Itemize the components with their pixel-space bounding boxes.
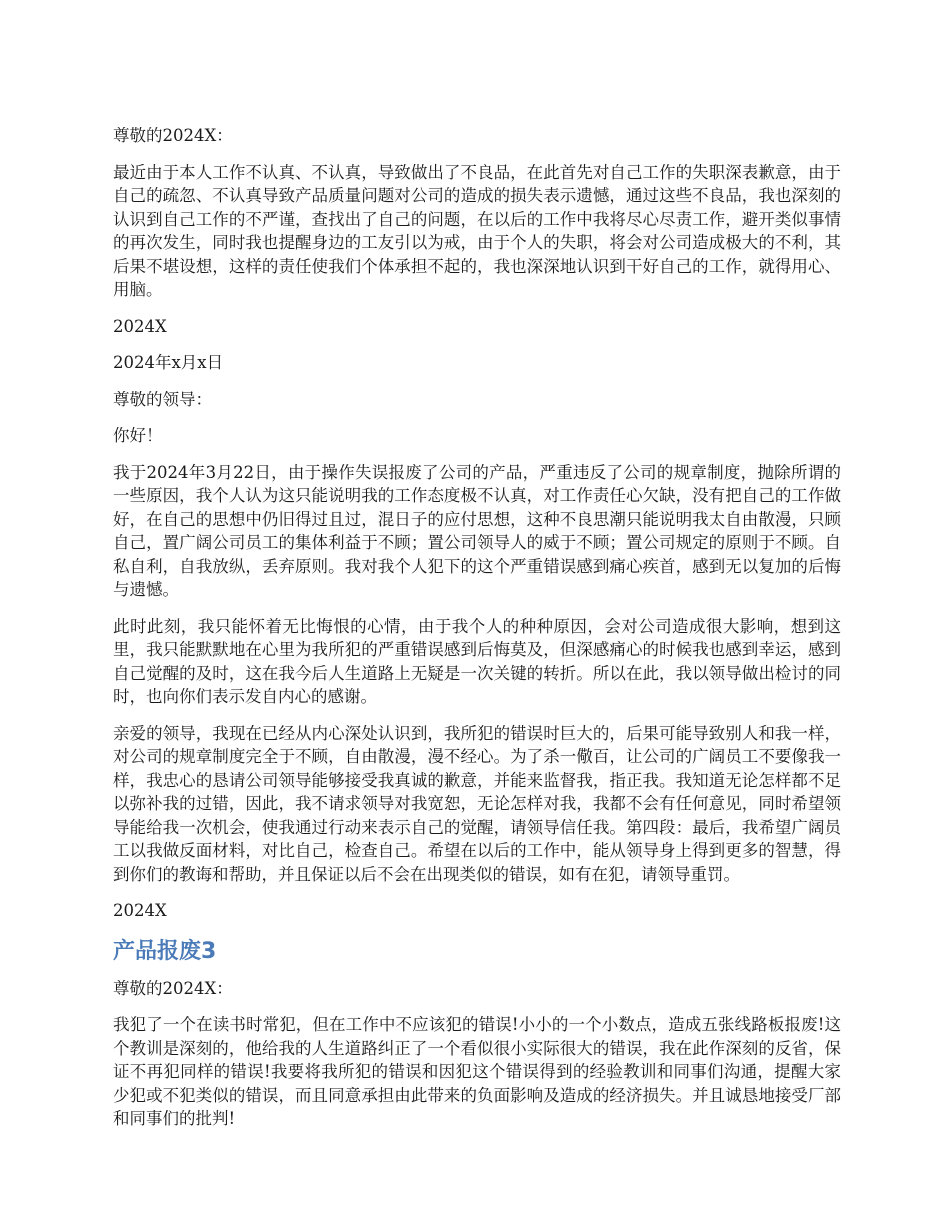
date-line: 2024年x月x日 [113, 353, 224, 372]
body-paragraph: 最近由于本人工作不认真、不认真，导致做出了不良品，在此首先对自己工作的失职深表歉意，由于自己的疏忽、不认真导致产品质量问题对公司的造成的损失表示遗憾，通过这些不良品，我也深刻的认识到自己工作的不严谨，查找出了自己的问题，在以后的工作中我将尽心尽责工作，避开类似事情的再次发生，同时我也提醒身边的工友引以为戒，由于个人的失职，将会对公司造成极大的不利，其后果不堪设想，这样的责任使我们个体承担不起的，我也深深地认识到干好自己的工作，就得用心、用脑。 [113, 162, 841, 299]
section-heading: 产品报废3 [113, 938, 217, 964]
signature: 2024X [113, 901, 167, 920]
greeting: 你好！ [113, 426, 163, 445]
body-paragraph: 此时此刻，我只能怀着无比悔恨的心情，由于我个人的种种原因，会对公司造成很大影响，想到这里，我只能默默地在心里为我所犯的严重错误感到后悔莫及，但深感痛心的时候我也感到幸运，感到自己觉醒的及时，这在我今后人生道路上无疑是一次关键的转折。所以在此，我以领导做出检讨的同时，也向你们表示发自内心的感谢。 [113, 616, 841, 706]
signature: 2024X [113, 316, 167, 336]
body-paragraph: 亲爱的领导，我现在已经从内心深处认识到，我所犯的错误时巨大的，后果可能导致别人和我一样，对公司的规章制度完全于不顾，自由散漫，漫不经心。为了杀一儆百，让公司的广阔员工不要像我一样，我忠心的恳请公司领导能够接受我真诚的歉意，并能来监督我，指正我。我知道无论怎样都不足以弥补我的过错，因此，我不请求领导对我宽恕，无论怎样对我，我都不会有任何意见，同时希望领导能给我一次机会，使我通过行动来表示自己的觉醒，请领导信任我。第四段：最后，我希望广阔员工以我做反面材料，对比自己，检查自己。希望在以后的工作中，能从领导身上得到更多的智慧，得到你们的教诲和帮助，并且保证以后不会在出现类似的错误，如有在犯，请领导重罚。 [113, 723, 841, 884]
salutation: 尊敬的领导： [113, 389, 212, 409]
body-paragraph: 我于2024年3月22日，由于操作失误报废了公司的产品，严重违反了公司的规章制度，抛除所谓的一些原因，我个人认为这只能说明我的工作态度极不认真，对工作责任心欠缺，没有把自己的工作做好，在自己的思想中仍旧得过且过，混日子的应付思想，这种不良思潮只能说明我太自由散漫，只顾自己，置广阔公司员工的集体利益于不顾；置公司领导人的威于不顾；置公司规定的原则于不顾。自私自利，自我放纵，丢弃原则。我对我个人犯下的这个严重错误感到痛心疾首，感到无以复加的后悔与遗憾。 [113, 462, 841, 599]
document-page [113, 124, 841, 1144]
salutation: 尊敬的2024X： [113, 126, 233, 145]
salutation: 尊敬的2024X： [113, 978, 233, 998]
body-paragraph: 我犯了一个在读书时常犯，但在工作中不应该犯的错误!小小的一个小数点，造成五张线路板报废!这个教训是深刻的，他给我的人生道路纠正了一个看似很小实际很大的错误，我在此作深刻的反省，保证不再犯同样的错误!我要将我所犯的错误和因犯这个错误得到的经验教训和同事们沟通，提醒大家少犯或不犯类似的错误，而且同意承担由此带来的负面影响及造成的经济损失。并且诚恳地接受厂部和同事们的批判! [113, 1015, 841, 1128]
